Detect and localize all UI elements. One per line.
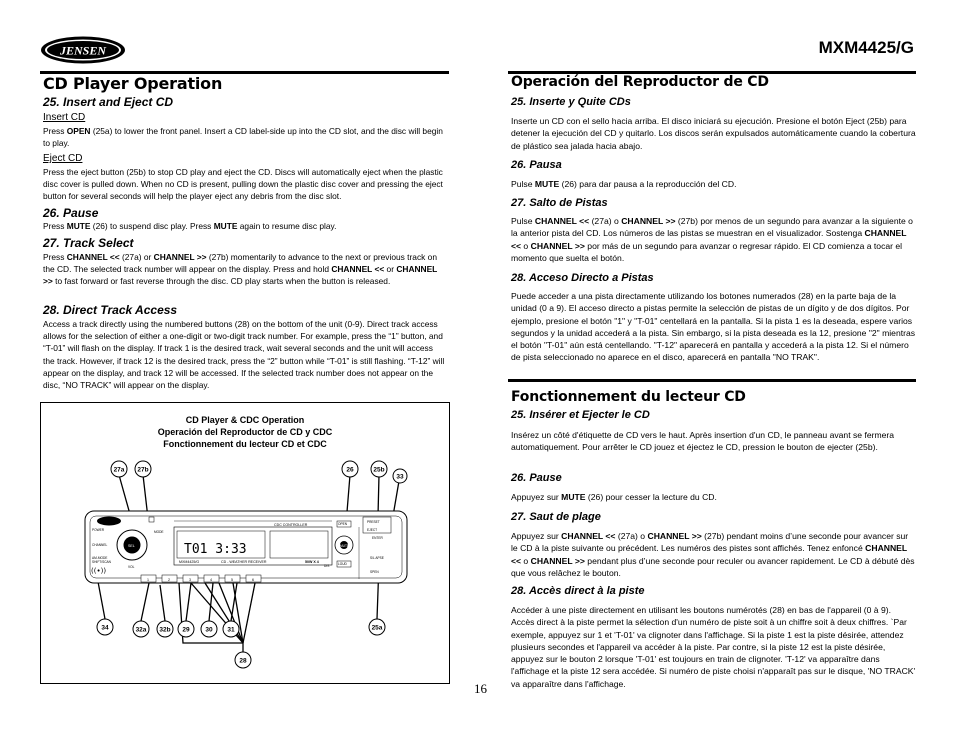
- callout-25b: 25b: [373, 466, 385, 474]
- fr-s28-heading: 28. Accès direct à la piste: [511, 585, 645, 597]
- left-s25-heading: 25. Insert and Eject CD: [43, 95, 174, 109]
- model-label: MXM4425/G: [179, 560, 200, 564]
- right-label-open: OPEN: [338, 522, 348, 526]
- preset-label-1: 1: [147, 578, 149, 582]
- callout-28: 28: [239, 657, 247, 665]
- receiver-label: CD - WEATHER RECEIVER: [221, 560, 267, 564]
- knob-label-sel: SEL: [128, 544, 135, 548]
- es-s27-text: Pulse CHANNEL << (27a) o CHANNEL >> (27b) por menos de un segundo para avanzar a la siguiente o la anterior pista del CD. Los números de las pistas se muestran en el visualizador. Sostenga CHANNEL << o CHANNEL >> por más de un segundo para avanzar o regresar rápido. El CD comienza a tocar el momento que suelta el botón.: [511, 216, 913, 263]
- right-label-mute: MUTE: [340, 544, 350, 548]
- fr-s25-text: Insérez un côté d'étiquette de CD vers le haut. Après insertion d'un CD, le panneau avant se fermera automatiquement. Pour arrêter le CD jouez et éjectez le CD, pression le bouton de ejecter (25b).: [511, 430, 895, 453]
- fr-section-title: Fonctionnement du lecteur CD: [511, 389, 746, 405]
- right-label-s-l-apse: S/L APSE: [370, 556, 384, 560]
- insert-cd-label: Insert CD: [43, 112, 86, 123]
- callout-26: 26: [346, 466, 354, 474]
- preset-label-3: 3: [189, 578, 191, 582]
- es-s27-heading: 27. Salto de Pistas: [511, 197, 608, 209]
- es-s28-text: Puede acceder a una pista directamente utilizando los botones numerados (28) en la parte baja de la unidad (0 a 9). El acceso directo a pistas permite la selección de pistas de un dígito y de dos dígitos. Por ejemplo, presione el botón "1" y "T-01" centellará en la pantalla. Si la pista 1 es la deseada, espere varios segundos y la unidad accederá a la pista. Sin embargo, si la pista deseada es la 12, presione "2" mientras el botón "T-01" aún está centellando. "T-12" aparecerá en pantalla y accederá a la pista 12. Si el número de pista seleccionado no aparece en el disco, aparecerá en pantalla "NO TRAK".: [511, 291, 916, 363]
- model-number: MXM4425/G: [818, 38, 914, 57]
- knob-label-channel: CHANNEL: [92, 543, 108, 547]
- diagram-box: [40, 402, 450, 684]
- right-label-eject: EJECT: [367, 528, 378, 532]
- right-label-preset: PRESET: [367, 520, 380, 524]
- right-label-enter: ENTER: [372, 536, 383, 540]
- fr-s26-text: Appuyez sur MUTE (26) pour cesser la lecture du CD.: [511, 492, 717, 502]
- right-mid-rule: [508, 379, 916, 382]
- callout-27b: 27b: [137, 466, 149, 474]
- jensen-logo: [40, 35, 126, 65]
- es-section-title: Operación del Reproductor de CD: [511, 74, 769, 90]
- preset-label-6: 6: [252, 578, 254, 582]
- callout-31: 31: [227, 626, 235, 634]
- right-label-dis: DIS: [324, 564, 330, 568]
- fr-s27-heading: 27. Saut de plage: [511, 511, 601, 523]
- es-s26-heading: 26. Pausa: [511, 159, 562, 171]
- es-s25-heading: 25. Inserte y Quite CDs: [511, 96, 631, 108]
- left-section-title: CD Player Operation: [43, 74, 223, 93]
- cdc-label: CDC CONTROLLER: [274, 523, 308, 527]
- direct-access-text: Access a track directly using the numbered buttons (28) on the bottom of the unit (0-9). Direct track access allows for the selection of either a one-digit or two-digit track number. For example, press the “1” button, and “T-01” will flash on the display. If track 1 is the desired track, wait several seconds and the unit will access the track. However, if track 12 is the desired track, press the “2” button while “T-01” is still flashing. “T-12” will appear on the display, and track 12 will be accessed. If the selected track number does not appear on the disc, “NO TRACK” will appear on the display.: [43, 319, 445, 391]
- left-s26-heading: 26. Pause: [43, 206, 99, 220]
- page-number: 16: [474, 681, 487, 696]
- left-s27-heading: 27. Track Select: [43, 236, 134, 250]
- callout-33: 33: [396, 473, 404, 481]
- es-s26-text: Pulse MUTE (26) para dar pausa a la reproducción del CD.: [511, 179, 737, 189]
- diagram-title-en: CD Player & CDC Operation: [185, 415, 305, 425]
- eject-cd-label: Eject CD: [43, 153, 83, 164]
- head-unit-diagram: [41, 403, 449, 683]
- es-s28-heading: 28. Acceso Directo a Pistas: [511, 272, 654, 284]
- track-select-text: Press CHANNEL << (27a) or CHANNEL >> (27b) momentarily to advance to the next or previous track on the CD. The selected track number will appear on the display. Press and hold CHANNEL << or CHANNEL >> to fast forward or fast reverse through the disc. CD play starts when the button is released.: [43, 252, 438, 287]
- logo-text: JENSEN: [59, 43, 107, 58]
- callout-29: 29: [182, 626, 190, 634]
- pause-text: Press MUTE (26) to suspend disc play. Press MUTE again to resume disc play.: [43, 221, 337, 231]
- right-label-loud: LOUD: [338, 562, 347, 566]
- knob-label-mode: MODE: [154, 530, 164, 534]
- callout-27a: 27a: [113, 466, 125, 474]
- fr-s26-heading: 26. Pause: [511, 472, 562, 484]
- fr-s28-text: Accéder à une piste directement en utilisant les boutons numérotés (28) en bas de l'appareil (0 à 9). Accès direct à la piste permet la sélection d'un numéro de piste soit à un chiffre soit à deux chiffres. `Par exemple, appuyez sur 1 et 'T-01' va clignoter dans l'affichage. Si la piste 1 est la piste désirée, attendez plusieurs secondes et l'appareil va accéder à la piste. Par contre, si la piste 12 est la piste désirée, appuyez sur le bouton 2 lorsque 'T-01' est toujours en train de clignoter. 'T-12' va apparaître dans l'affichage et la piste 12 sera accédée. Si numéro de piste choisi n'apparaît pas sur le disque, 'NO TRACK' va apparaître dans l'affichage.: [511, 605, 916, 689]
- preset-label-5: 5: [231, 578, 233, 582]
- diagram-title-fr: Fonctionnement du lecteur CD et CDC: [163, 439, 327, 449]
- eject-cd-text: Press the eject button (25b) to stop CD play and eject the CD. Discs will automatically eject when the plastic disc cover is pulled down. When no CD is present, pulling down the plastic disc cover and pressing the eject button for several seconds will help the player eject any debris from the disc slot.: [43, 167, 443, 202]
- left-s28-heading: 28. Direct Track Access: [43, 303, 178, 317]
- speaker-icon: ((•)): [91, 567, 107, 575]
- diagram-title-es: Operación del Reproductor de CD y CDC: [157, 427, 333, 437]
- callout-25a: 25a: [371, 624, 383, 632]
- right-label-spen: SPEN: [370, 570, 379, 574]
- callout-34: 34: [101, 624, 109, 632]
- preset-label-2: 2: [168, 578, 170, 582]
- insert-cd-text: Press OPEN (25a) to lower the front panel. Insert a CD label-side up into the CD slot, and the disc will begin to play.: [43, 126, 443, 149]
- callout-30: 30: [205, 626, 213, 634]
- display-text: T01 3:33: [184, 542, 247, 557]
- knob-label-am-mode: AM-MODE: [92, 556, 108, 560]
- es-s25-text: Inserte un CD con el sello hacia arriba. El disco iniciará su ejecución. Presione el botón Eject (25b) para detener la ejecución del CD y quitarlo. Los discos serán expulsados automáticamente cuando la cobertura de plástico sea jalada hacia abajo.: [511, 116, 916, 151]
- callout-32a: 32a: [135, 626, 147, 634]
- knob-label-shift-scan: SHIFT/SCAN: [92, 560, 111, 564]
- callout-32b: 32b: [159, 626, 171, 634]
- fr-s27-text: Appuyez sur CHANNEL << (27a) o CHANNEL >> (27b) pendant moins d’une seconde pour avancer sur le CD à la piste suivante ou précédent. Les numéros des pistes sont affichés. Tenez enfoncé CHANNEL << o CHANNEL >> pendant plus d’une seconde pour reculer ou avancer rapidement. Le CD à débuté dès que vous relâchez le bouton.: [511, 531, 915, 578]
- fr-s25-heading: 25. Insérer et Ejecter le CD: [511, 409, 650, 421]
- preset-label-4: 4: [210, 578, 212, 582]
- knob-label-vol: VOL: [128, 565, 135, 569]
- knob-label-power: POWER: [92, 528, 105, 532]
- power-label: 50W X 4: [305, 560, 319, 564]
